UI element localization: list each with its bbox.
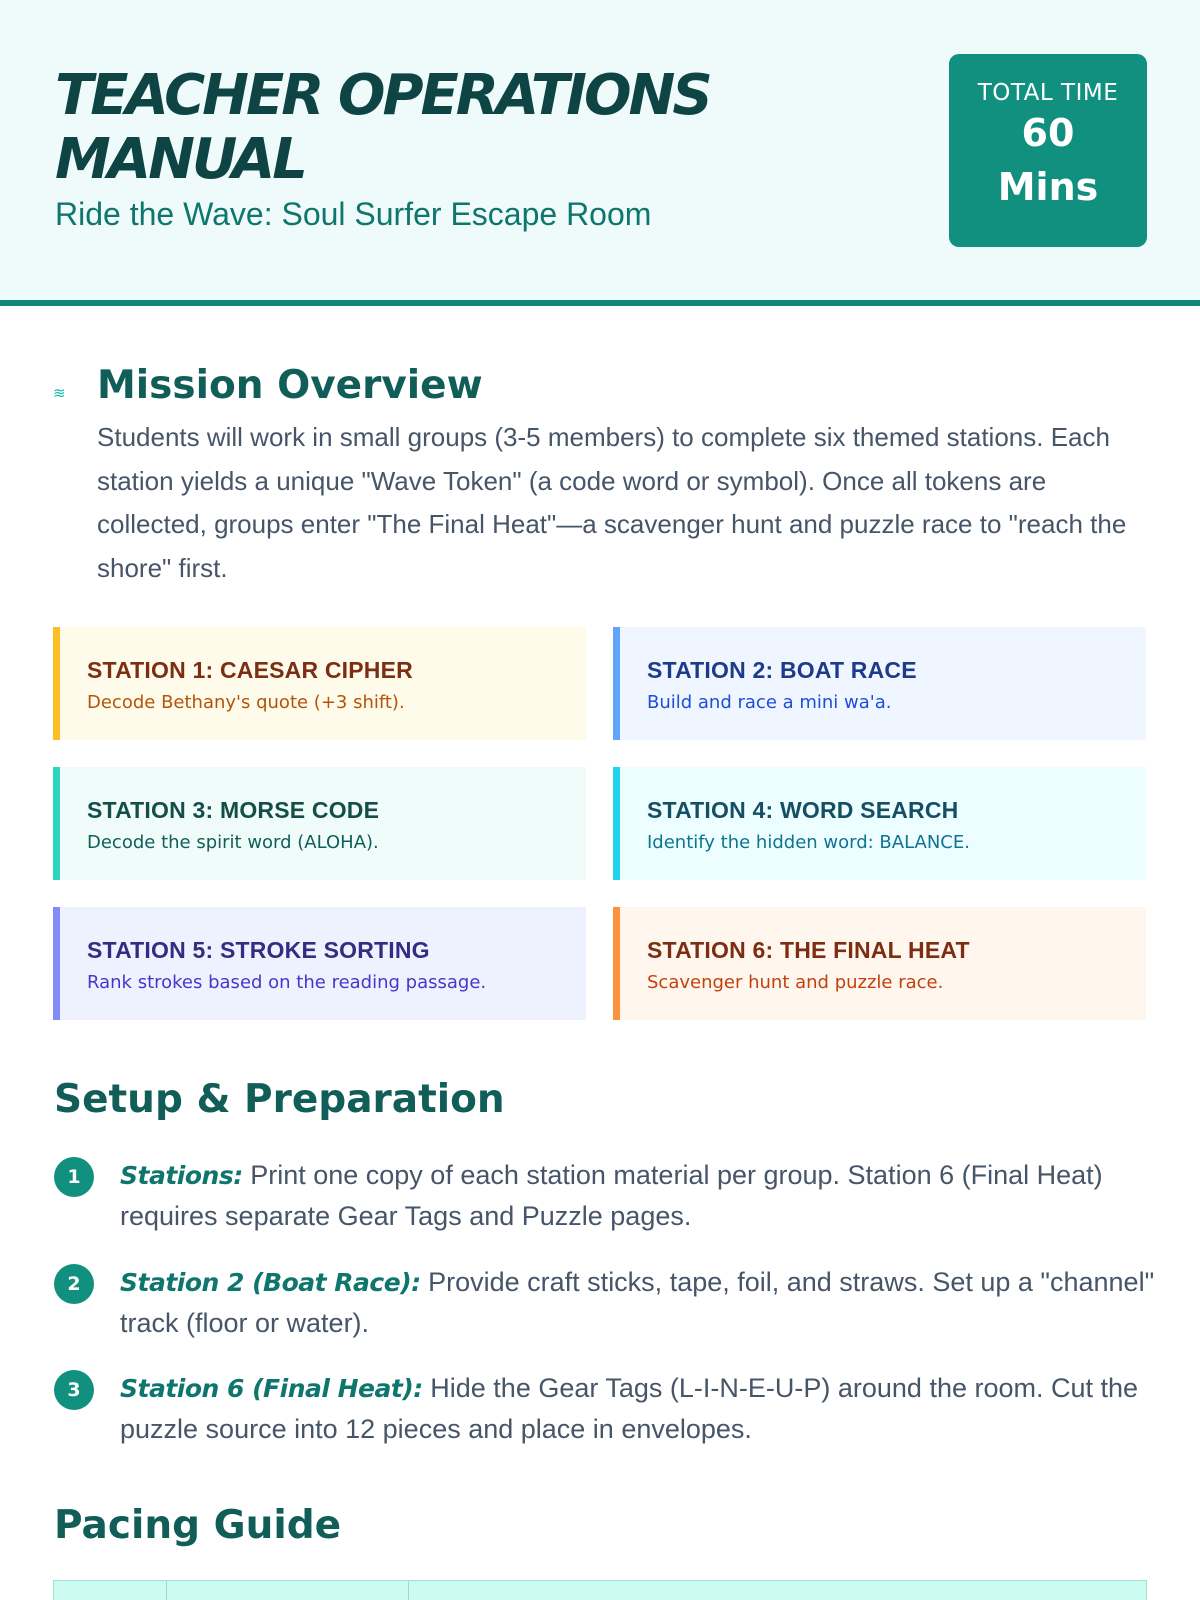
step-text bbox=[120, 1262, 1160, 1343]
wave-icon: ≋ bbox=[53, 384, 66, 402]
step-text bbox=[120, 1155, 1160, 1236]
station-title: STATION 6: THE FINAL HEAT bbox=[647, 937, 970, 963]
overview-title: Mission Overview bbox=[97, 363, 483, 408]
total-time-value: 60 bbox=[1021, 111, 1075, 155]
step-text bbox=[120, 1368, 1160, 1449]
total-time-unit: Mins bbox=[997, 165, 1099, 209]
overview-text: Students will work in small groups (3-5 members) to complete six themed stations. Each station yields a unique "Wave Token" (a code word or symbol). Once all tokens are collected, groups enter "The Final Heat"—a scavenger hunt and puzzle race to "reach the shore" first. bbox=[97, 422, 1127, 583]
setup-title: Setup & Preparation bbox=[54, 1077, 505, 1122]
station-title: STATION 4: WORD SEARCH bbox=[647, 797, 959, 823]
table-column-divider bbox=[166, 1581, 167, 1600]
station-desc: Scavenger hunt and puzzle race. bbox=[647, 972, 944, 993]
station-title: STATION 1: CAESAR CIPHER bbox=[87, 657, 413, 683]
station-card-4 bbox=[613, 767, 1146, 880]
step-detail: Provide craft sticks, tape, foil, and straws. Set up a "channel" track (floor or water). bbox=[120, 1267, 1155, 1338]
page-title: TEACHER OPERATIONS MANUAL bbox=[55, 63, 710, 192]
step-lead: Station 6 (Final Heat): bbox=[120, 1374, 423, 1403]
page-subtitle: Ride the Wave: Soul Surfer Escape Room bbox=[55, 196, 652, 232]
station-desc: Rank strokes based on the reading passage. bbox=[87, 972, 487, 993]
station-card-6 bbox=[613, 907, 1146, 1020]
step-number-badge: 3 bbox=[54, 1370, 94, 1410]
station-card-5 bbox=[53, 907, 586, 1020]
station-card-2 bbox=[613, 627, 1146, 740]
total-time-label: TOTAL TIME bbox=[977, 80, 1119, 106]
step-number-badge: 2 bbox=[54, 1264, 94, 1304]
station-desc: Identify the hidden word: BALANCE. bbox=[647, 832, 970, 853]
step-lead: Station 2 (Boat Race): bbox=[120, 1268, 421, 1297]
station-desc: Build and race a mini wa'a. bbox=[647, 692, 892, 713]
step-detail: Hide the Gear Tags (L-I-N-E-U-P) around the room. Cut the puzzle source into 12 pieces and place in envelopes. bbox=[120, 1373, 1139, 1444]
station-title: STATION 5: STROKE SORTING bbox=[87, 937, 430, 963]
station-desc: Decode the spirit word (ALOHA). bbox=[87, 832, 379, 853]
station-card-1 bbox=[53, 627, 586, 740]
station-title: STATION 3: MORSE CODE bbox=[87, 797, 380, 823]
pacing-title: Pacing Guide bbox=[54, 1503, 342, 1548]
station-title: STATION 2: BOAT RACE bbox=[647, 657, 917, 683]
total-time-badge bbox=[949, 54, 1147, 247]
step-detail: Print one copy of each station material per group. Station 6 (Final Heat) requires separate Gear Tags and Puzzle pages. bbox=[120, 1160, 1103, 1231]
step-number-badge: 1 bbox=[54, 1157, 94, 1197]
table-column-divider bbox=[408, 1581, 409, 1600]
header bbox=[0, 0, 1200, 306]
pacing-table-header bbox=[53, 1580, 1147, 1600]
station-desc: Decode Bethany's quote (+3 shift). bbox=[87, 692, 405, 713]
station-card-3 bbox=[53, 767, 586, 880]
step-lead: Stations: bbox=[120, 1161, 243, 1190]
